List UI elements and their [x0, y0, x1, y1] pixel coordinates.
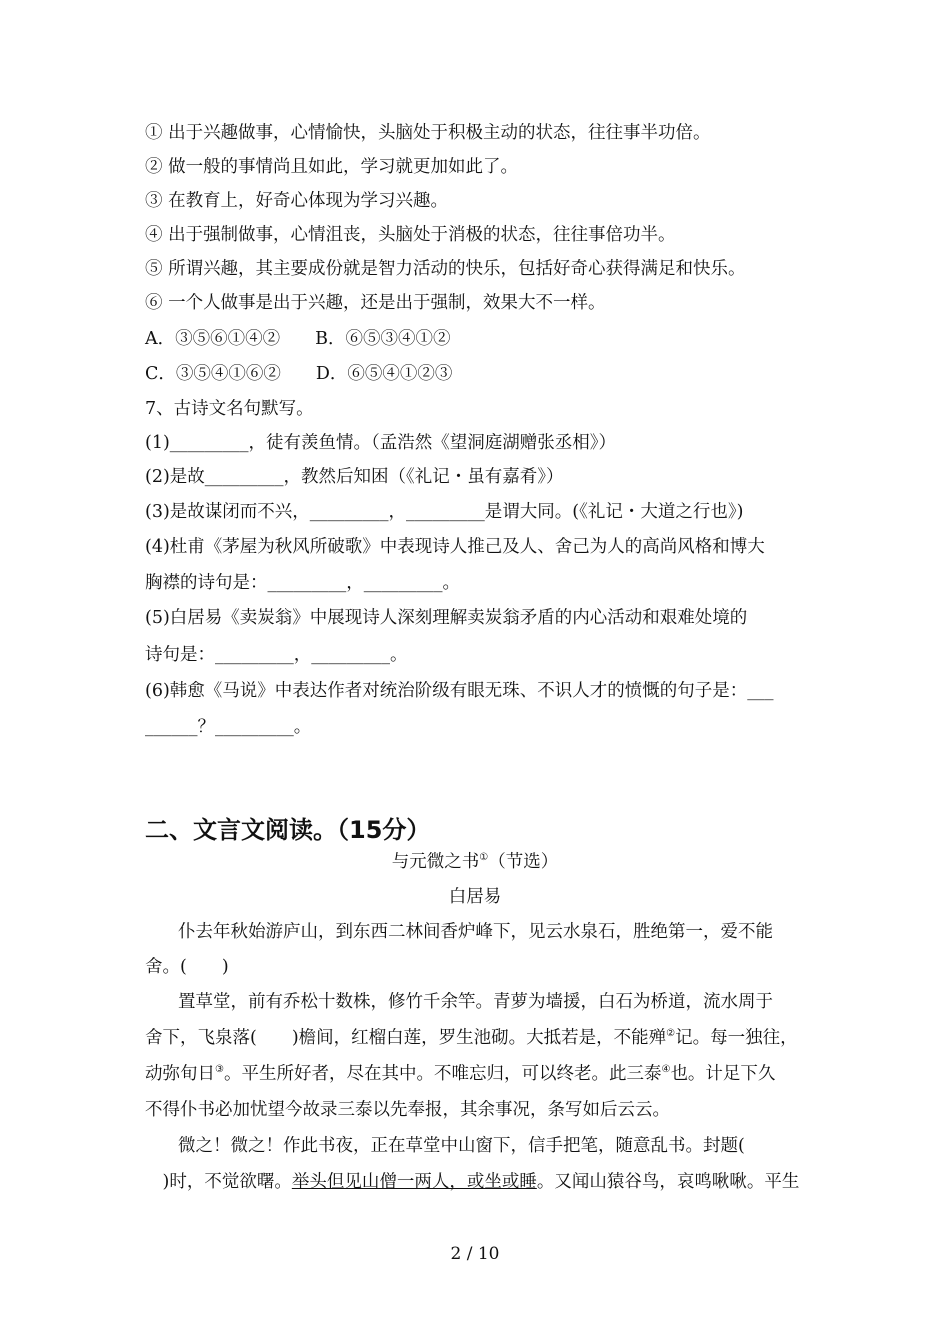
question-7-title: 7、古诗文名句默写。	[145, 399, 314, 419]
underlined-sentence: 举头但见山僧一两人，或坐或睡	[291, 1172, 537, 1192]
sentence-4: ④ 出于强制做事，心情沮丧，头脑处于消极的状态，往往事倍功半。	[145, 225, 676, 245]
paragraph-3-line-2-start: )时，不觉欲曙。	[145, 1172, 292, 1192]
passage-author: 白居易	[448, 887, 502, 907]
sentence-6: ⑥ 一个人做事是出于兴趣，还是出于强制，效果大不一样。	[145, 293, 606, 313]
options-row-ab: A．③⑤⑥①④② B．⑥⑤③④①②	[145, 329, 451, 349]
sentence-5: ⑤ 所谓兴趣，其主要成份就是智力活动的快乐，包括好奇心获得满足和快乐。	[145, 259, 746, 279]
paragraph-2-line-2	[145, 1026, 798, 1050]
paragraph-1-line-1: 仆去年秋始游庐山，到东西二林间香炉峰下，见云水泉石，胜绝第一，爱不能	[178, 922, 773, 942]
paragraph-2-line-3-text: 动弥旬日	[145, 1064, 215, 1084]
paragraph-2-line-3-end: 也。计足下久	[670, 1064, 776, 1084]
paragraph-2-line-4: 不得仆书必加忧望今故录三泰以先奉报，其余事况，条写如后云云。	[145, 1100, 670, 1120]
question-7-item-5-line-1: (5)白居易《卖炭翁》中展现诗人深刻理解卖炭翁矛盾的内心活动和艰难处境的	[145, 608, 748, 628]
question-7-item-5-line-2: 诗句是：_________，_________。	[145, 645, 408, 665]
paragraph-3-line-2-end: 。又闻山猿谷鸟，哀鸣啾啾。平生	[536, 1172, 800, 1192]
question-7-item-3: (3)是故谋闭而不兴，_________，_________是谓大同。(《礼记・大道之行也》)	[145, 502, 744, 522]
page-number: 2 / 10	[450, 1244, 500, 1264]
sentence-2: ② 做一般的事情尚且如此，学习就更加如此了。	[145, 157, 519, 177]
sentence-1: ① 出于兴趣做事，心情愉快，头脑处于积极主动的状态，往往事半功倍。	[145, 123, 711, 143]
paragraph-2-line-1: 置草堂，前有乔松十数株，修竹千余竿。青萝为墙援，白石为桥道，流水周于	[178, 992, 773, 1012]
section-2-title: 二、文言文阅读。（15分）	[145, 816, 431, 844]
passage-title-suffix: （节选）	[488, 852, 559, 872]
question-7-item-4-line-2: 胸襟的诗句是：_________，_________。	[145, 573, 460, 593]
passage-title-note: ①	[479, 852, 489, 864]
question-7-item-4-line-1: (4)杜甫《茅屋为秋风所破歌》中表现诗人推己及人、舍己为人的高尚风格和博大	[145, 537, 765, 557]
options-row-cd: C．③⑤④①⑥② D．⑥⑤④①②③	[145, 364, 453, 384]
paragraph-1-line-2: 舍。( )	[145, 957, 229, 977]
question-7-item-6-line-2: ______？_________。	[145, 717, 312, 737]
paragraph-2-line-2-end: 记。每一独往，	[675, 1028, 798, 1048]
footnote-2-ref: ②	[666, 1028, 676, 1040]
paragraph-2-line-3	[145, 1062, 775, 1086]
question-7-item-6-line-1: (6)韩愈《马说》中表达作者对统治阶级有眼无珠、不识人才的愤慨的句子是：___	[145, 681, 774, 701]
paragraph-2-line-3-mid: 。平生所好者，尽在其中。不唯忘归，可以终老。此三泰	[223, 1064, 662, 1084]
paragraph-2-line-2-text: 舍下，飞泉落( )檐间，红榴白莲，罗生池砌。大抵若是，不能殚	[145, 1028, 667, 1048]
footnote-3-ref: ③	[215, 1064, 224, 1076]
question-7-item-1: (1)_________，徒有羡鱼情。（孟浩然《望洞庭湖赠张丞相》）	[145, 433, 617, 453]
paragraph-3-line-2	[145, 1170, 799, 1194]
paragraph-3-line-1: 微之！微之！作此书夜，正在草堂中山窗下，信手把笔，随意乱书。封题(	[178, 1136, 745, 1156]
passage-title-text: 与元微之书	[391, 852, 480, 872]
question-7-item-2: (2)是故_________，教然后知困（《礼记・虽有嘉肴》）	[145, 467, 564, 487]
passage-title	[0, 850, 950, 874]
sentence-3: ③ 在教育上，好奇心体现为学习兴趣。	[145, 191, 449, 211]
footnote-4-ref: ④	[661, 1064, 671, 1076]
